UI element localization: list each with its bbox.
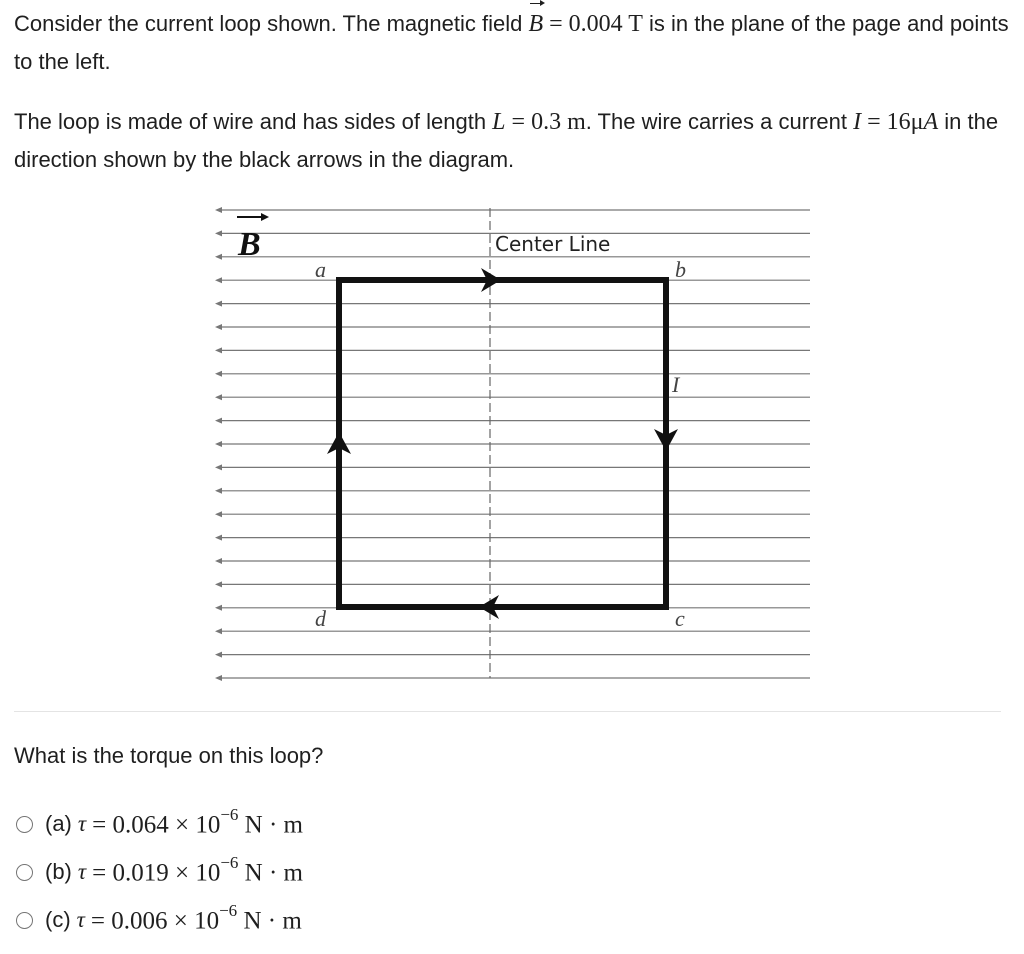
loop-paragraph xyxy=(14,103,1009,178)
current-value: = 16μ xyxy=(861,109,924,135)
corner-c-label: c xyxy=(675,606,685,631)
loop-text-c: in the direction shown by the black arrows in the diagram. xyxy=(14,109,999,172)
field-line-arrowhead xyxy=(215,605,222,611)
option-b-exponent: −6 xyxy=(220,853,239,873)
field-line-arrowhead xyxy=(215,277,222,283)
corner-b-label: b xyxy=(675,257,686,282)
section-divider xyxy=(14,711,1001,712)
question-prompt: What is the torque on this loop? xyxy=(14,743,324,768)
field-label: B xyxy=(238,226,261,263)
option-a[interactable] xyxy=(14,806,303,842)
field-line-arrowhead xyxy=(215,511,222,517)
option-c[interactable] xyxy=(14,902,302,938)
field-vector-symbol: B xyxy=(528,6,543,43)
option-a-value: = 0.064 × 10 xyxy=(92,811,221,839)
field-line-arrowhead xyxy=(215,230,222,236)
field-line-arrowhead xyxy=(215,394,222,400)
field-line-arrowhead xyxy=(215,418,222,424)
option-a-unit: N · m xyxy=(238,811,303,839)
loop-text-a: The loop is made of wire and has sides of length xyxy=(14,109,493,134)
option-c-exponent: −6 xyxy=(219,901,238,921)
field-line-arrowhead xyxy=(215,301,222,307)
intro-text: Consider the current loop shown. The magnetic field xyxy=(14,11,529,36)
field-line-arrowhead xyxy=(215,535,222,541)
field-line-arrowhead xyxy=(215,207,222,213)
field-line-arrowhead xyxy=(215,254,222,260)
field-line-arrowhead xyxy=(215,371,222,377)
center-line-label: Center Line xyxy=(495,232,611,256)
length-symbol: L xyxy=(492,109,506,135)
field-line-arrowhead xyxy=(215,464,222,470)
option-b-symbol: τ xyxy=(77,859,87,884)
field-line-arrowhead xyxy=(215,324,222,330)
field-value: = 0.004 T xyxy=(543,11,643,37)
corner-d-label: d xyxy=(315,606,326,631)
current-symbol: I xyxy=(853,109,862,135)
option-b-value: = 0.019 × 10 xyxy=(92,859,221,887)
option-b-label: (b) xyxy=(45,859,72,884)
option-a-exponent: −6 xyxy=(220,805,239,825)
option-b-radio[interactable] xyxy=(16,864,33,881)
option-c-equation xyxy=(90,901,302,935)
option-c-value: = 0.006 × 10 xyxy=(90,907,220,935)
current-expression xyxy=(853,109,938,135)
option-a-symbol: τ xyxy=(77,811,87,836)
option-a-equation xyxy=(92,805,303,839)
intro-text-end: is in the plane of the page and points to the left. xyxy=(14,11,1009,74)
length-value: = 0.3 m xyxy=(505,109,586,135)
option-b-unit: N · m xyxy=(238,859,303,887)
option-a-label: (a) xyxy=(45,811,72,836)
option-c-label: (c) xyxy=(45,907,71,932)
option-c-unit: N · m xyxy=(237,907,302,935)
intro-paragraph xyxy=(14,5,1009,80)
corner-a-label: a xyxy=(315,257,326,282)
option-a-radio[interactable] xyxy=(16,816,33,833)
field-line-arrowhead xyxy=(215,488,222,494)
option-b[interactable] xyxy=(14,854,303,890)
current-unit: A xyxy=(923,109,939,135)
option-b-equation xyxy=(92,853,303,887)
field-line-arrowhead xyxy=(215,558,222,564)
field-line-arrowhead xyxy=(215,347,222,353)
option-c-symbol: τ xyxy=(76,907,85,932)
field-line-arrowhead xyxy=(215,441,222,447)
option-c-radio[interactable] xyxy=(16,912,33,929)
field-expression xyxy=(528,11,642,37)
length-expression xyxy=(492,109,586,135)
field-line-arrowhead xyxy=(215,675,222,681)
field-line-arrowhead xyxy=(215,628,222,634)
loop-text-b: . The wire carries a current xyxy=(585,109,854,134)
current-loop-diagram xyxy=(205,200,820,690)
field-line-arrowhead xyxy=(215,652,222,658)
field-line-arrowhead xyxy=(215,581,222,587)
current-label: I xyxy=(672,372,680,397)
field-vector-arrowhead xyxy=(261,213,269,221)
